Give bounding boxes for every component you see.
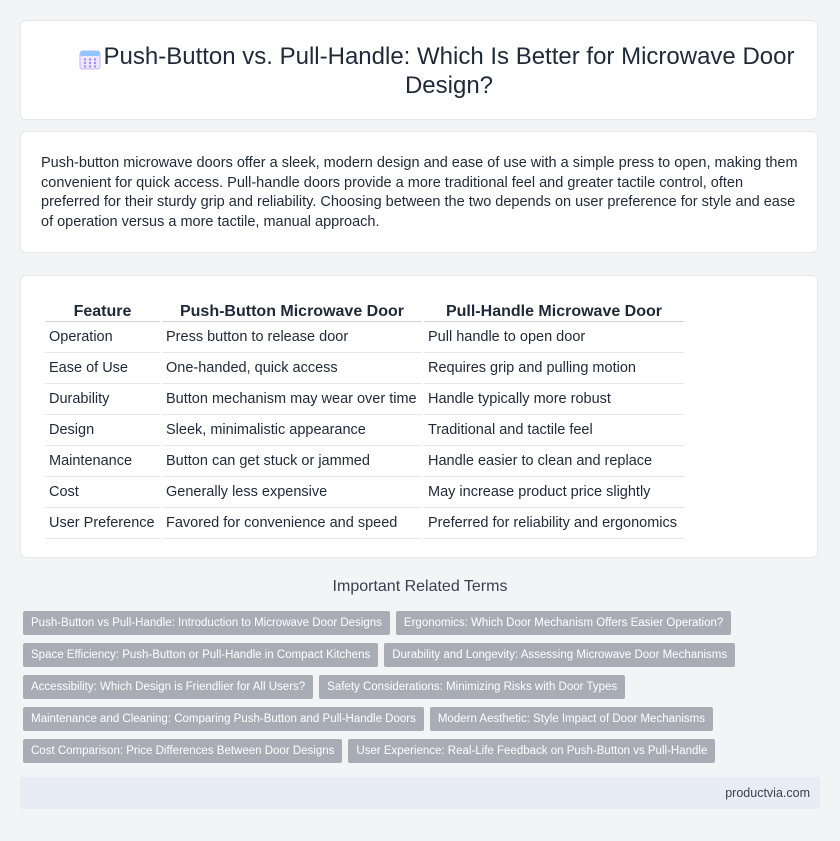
row-pull-handle: Requires grip and pulling motion (424, 353, 684, 384)
row-pull-handle: Handle easier to clean and replace (424, 446, 684, 477)
row-feature: Cost (45, 477, 160, 508)
footer (20, 777, 820, 809)
table-row (45, 508, 684, 539)
related-term-tag[interactable]: Safety Considerations: Minimizing Risks with Door Types (319, 675, 625, 699)
row-feature: Design (45, 415, 160, 446)
row-feature: Ease of Use (45, 353, 160, 384)
related-term-tag[interactable]: Cost Comparison: Price Differences Between Door Designs (23, 739, 342, 763)
related-term-tag[interactable]: Modern Aesthetic: Style Impact of Door Mechanisms (430, 707, 713, 731)
related-term-tag[interactable]: Space Efficiency: Push-Button or Pull-Handle in Compact Kitchens (23, 643, 378, 667)
intro-card (20, 131, 818, 253)
row-feature: Durability (45, 384, 160, 415)
header-card (20, 20, 818, 120)
row-push-button: Sleek, minimalistic appearance (162, 415, 422, 446)
footer-site-link[interactable]: productvia.com (725, 786, 810, 800)
row-feature: Operation (45, 322, 160, 353)
row-push-button: Favored for convenience and speed (162, 508, 422, 539)
row-pull-handle: Pull handle to open door (424, 322, 684, 353)
row-pull-handle: Preferred for reliability and ergonomics (424, 508, 684, 539)
header-push-button: Push-Button Microwave Door (162, 293, 422, 322)
header-feature: Feature (45, 293, 160, 322)
related-term-tag[interactable]: User Experience: Real-Life Feedback on Push-Button vs Pull-Handle (348, 739, 715, 763)
table-row (45, 446, 684, 477)
related-term-tag[interactable]: Maintenance and Cleaning: Comparing Push-Button and Pull-Handle Doors (23, 707, 424, 731)
table-header-row (45, 293, 684, 322)
row-pull-handle: Handle typically more robust (424, 384, 684, 415)
table-row (45, 322, 684, 353)
page-title: Push-Button vs. Pull-Handle: Which Is Better for Microwave Door Design? (103, 43, 795, 99)
related-term-tag[interactable]: Push-Button vs Pull-Handle: Introduction to Microwave Door Designs (23, 611, 390, 635)
row-pull-handle: Traditional and tactile feel (424, 415, 684, 446)
row-push-button: One-handed, quick access (162, 353, 422, 384)
row-push-button: Button mechanism may wear over time (162, 384, 422, 415)
table-row (45, 477, 684, 508)
row-pull-handle: May increase product price slightly (424, 477, 684, 508)
comparison-table (43, 293, 686, 539)
table-row (45, 415, 684, 446)
row-feature: Maintenance (45, 446, 160, 477)
row-push-button: Generally less expensive (162, 477, 422, 508)
related-terms-title: Important Related Terms (332, 578, 508, 595)
table-row (45, 353, 684, 384)
header-pull-handle: Pull-Handle Microwave Door (424, 293, 684, 322)
comparison-card (20, 275, 818, 558)
intro-text: Push-button microwave doors offer a sleek, modern design and ease of use with a simple press to open, making them convenient for quick access. Pull-handle doors provide a more traditional feel and greater tactile control, often preferred for their sturdy grip and reliability. Choosing between the two depends on user preference for style and ease of operation versus a more tactile, manual approach. (41, 155, 798, 230)
row-feature: User Preference (45, 508, 160, 539)
related-term-tag[interactable]: Accessibility: Which Design is Friendlier for All Users? (23, 675, 313, 699)
related-terms-list (23, 611, 803, 763)
related-term-tag[interactable]: Durability and Longevity: Assessing Microwave Door Mechanisms (384, 643, 735, 667)
related-term-tag[interactable]: Ergonomics: Which Door Mechanism Offers Easier Operation? (396, 611, 731, 635)
table-row (45, 384, 684, 415)
row-push-button: Button can get stuck or jammed (162, 446, 422, 477)
row-push-button: Press button to release door (162, 322, 422, 353)
